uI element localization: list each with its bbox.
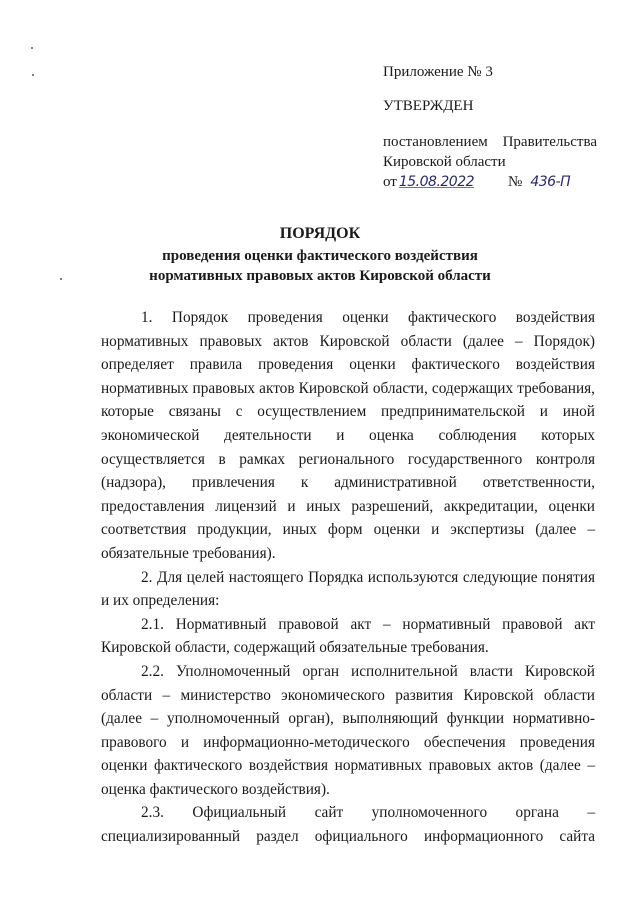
decree-word: постановлением <box>383 134 488 150</box>
title-subline-2: нормативных правовых актов Кировской области <box>149 268 491 284</box>
paragraph-2-3: 2.3. Официальный сайт уполномоченного органа – специализированный раздел официального информационного сайта <box>101 804 595 846</box>
decree-line-2: Кировской области <box>383 154 506 170</box>
decree-line-1 <box>383 132 597 152</box>
decree-date-number-row <box>383 172 583 192</box>
appendix-label: Приложение № 3 <box>383 64 493 80</box>
approval-block <box>383 62 603 192</box>
scan-speck <box>60 278 62 280</box>
handwritten-date: 15.08.2022 <box>398 174 475 190</box>
handwritten-number: 436-П <box>530 174 571 190</box>
paragraph-2-2: 2.2. Уполномоченный орган исполнительной власти Кировской области – министерство экономического развития Кировской области (далее – уполномоченный орган), выполняющий функции нормативно-правового и информационно-методического обеспечения проведения оценки фактического воздействия нормативных правовых актов (далее – оценка фактического воздействия). <box>101 662 595 798</box>
approved-label: УТВЕРЖДЕН <box>383 98 474 114</box>
paragraph-2-1: 2.1. Нормативный правовой акт – нормативный правовой акт Кировской области, содержащий обязательные требования. <box>101 615 595 657</box>
from-prefix: от <box>383 174 397 190</box>
number-prefix: № <box>508 174 523 190</box>
document-title: ПОРЯДОК <box>279 225 361 242</box>
document-body <box>101 306 595 849</box>
scan-speck <box>32 74 34 76</box>
document-title-block <box>0 224 640 286</box>
paragraph-2: 2. Для целей настоящего Порядка используются следующие понятия и их определения: <box>101 568 595 610</box>
government-word: Правительства <box>502 134 597 150</box>
scan-speck <box>31 47 33 49</box>
paragraph-1: 1. Порядок проведения оценки фактического воздействия нормативных правовых актов Кировской области (далее – Порядок) определяет правила проведения оценки фактического воздействия нормативных правовых актов Кировской области, содержащих требования, которые связаны с осуществлением предпринимательской и иной экономической деятельности и оценка соблюдения которых осуществляется в рамках регионального государственного контроля (надзора), привлечения к административной ответственности, предоставления лицензий и иных разрешений, аккредитации, оценки соответствия продукции, иных форм оценки и экспертизы (далее – обязательные требования). <box>101 309 595 562</box>
title-subline-1: проведения оценки фактического воздействия <box>162 248 478 264</box>
